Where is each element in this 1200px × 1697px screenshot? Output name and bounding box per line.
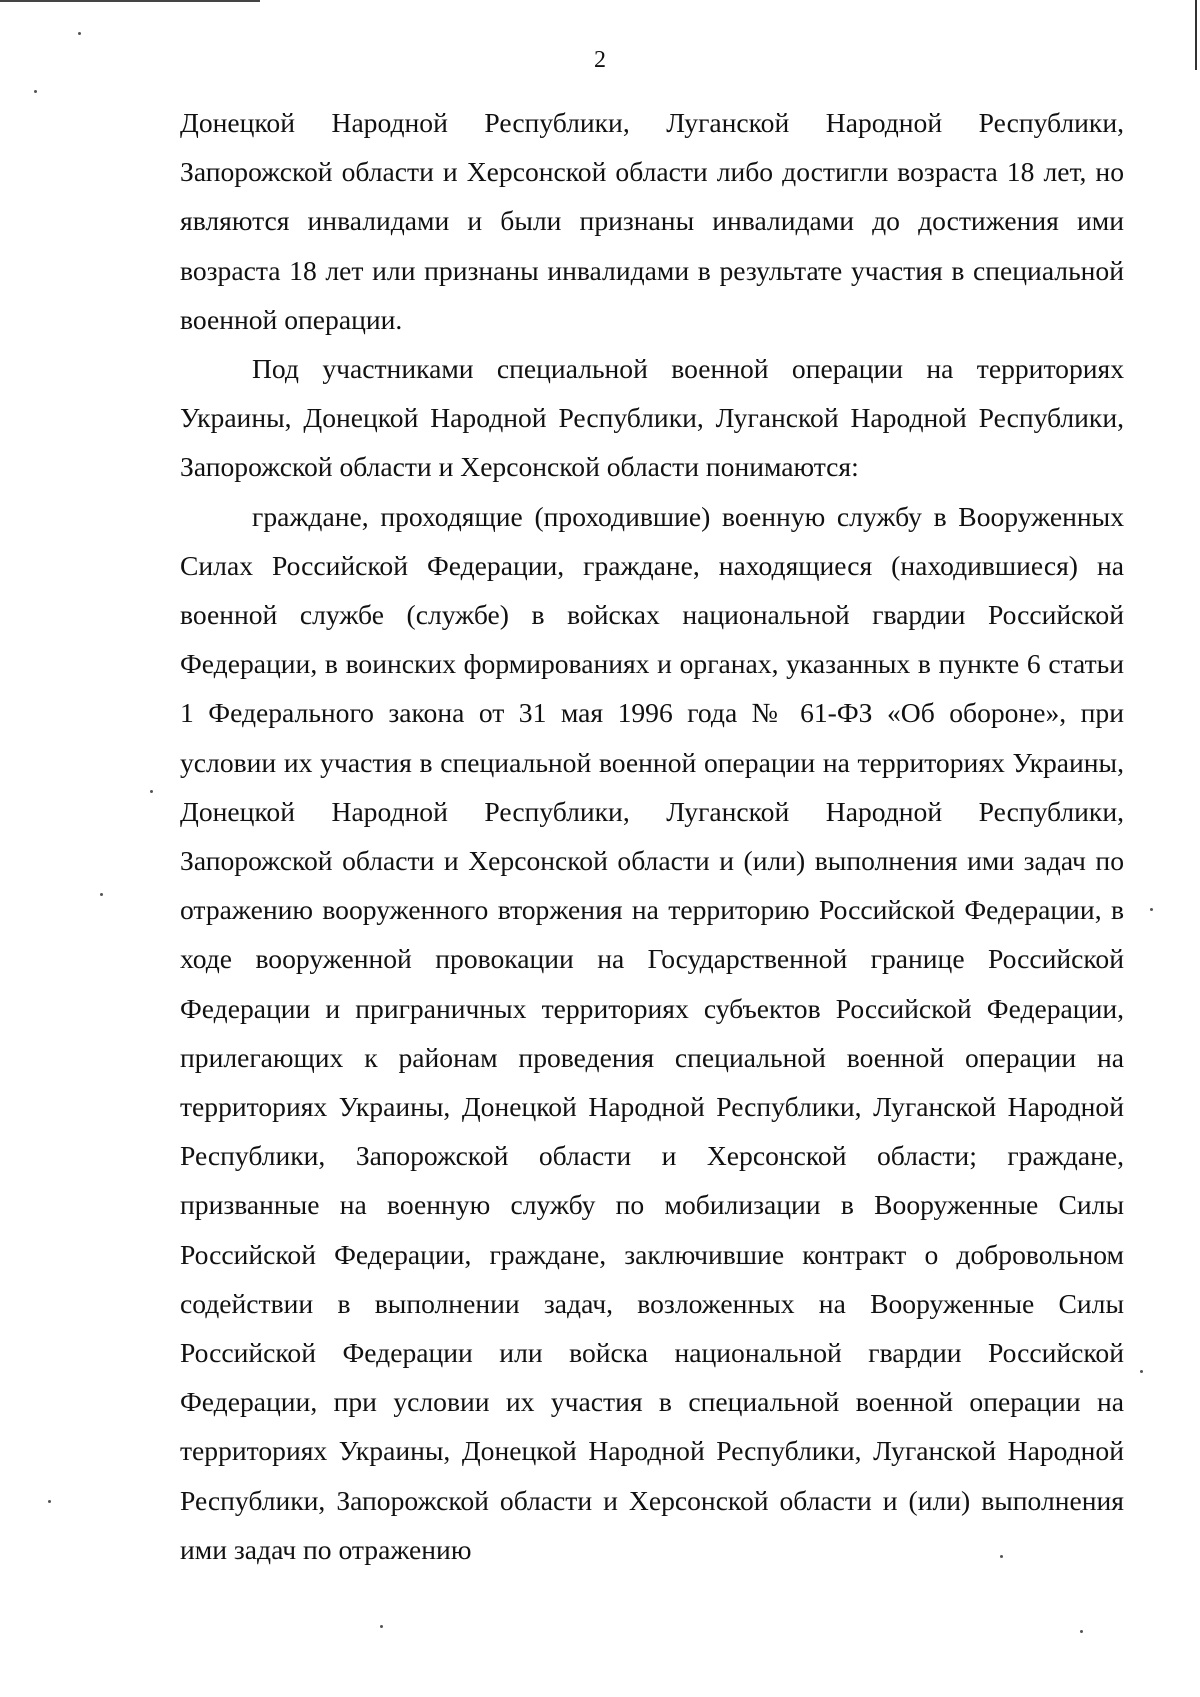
paragraph-definition-intro: Под участниками специальной военной операции на территориях Украины, Донецкой Народной Республики, Луганской Народной Республики, Запорожской области и Херсонской области понимаются: [180,353,1124,483]
scan-speck [100,893,103,896]
scan-speck [34,90,37,93]
paragraph-participants-list: граждане, проходящие (проходившие) военную службу в Вооруженных Силах Российской Федерации, граждане, находящиеся (находившиеся) на военной службе (службе) в войсках национальной гвардии Российской Федерации, в воинских формированиях и органах, указанных в пункте 6 статьи 1 Федерального закона от 31 мая 1996 года № 61-ФЗ «Об обороне», при условии их участия в специальной военной операции на территориях Украины, Донецкой Народной Республики, Луганской Народной Республики, Запорожской области и Херсонской области и (или) выполнения ими задач по отражению вооруженного вторжения на территорию Российской Федерации, в ходе вооруженной провокации на Государственной границе Российской Федерации и приграничных территориях субъектов Российской Федерации, прилегающих к районам проведения специальной военной операции на территориях Украины, Донецкой Народной Республики, Луганской Народной Республики, Запорожской области и Херсонской области; граждане, призванные на военную службу по мобилизации в Вооруженные Силы Российской Федерации, граждане, заключившие контракт о добровольном содействии в выполнении задач, возложенных на Вооруженные Силы Российской Федерации или войска национальной гвардии Российской Федерации, при условии их участия в специальной военной операции на территориях Украины, Донецкой Народной Республики, Луганской Народной Республики, Запорожской области и Херсонской области и (или) выполнения ими задач по отражению [180,500,1124,1565]
page-number: 2 [594,47,606,73]
scan-speck [78,32,81,35]
scan-speck [150,790,153,793]
document-body [180,98,1124,1574]
scan-border-top [0,0,260,2]
scan-speck [1140,1370,1143,1373]
paragraph-continuation: Донецкой Народной Республики, Луганской Народной Республики, Запорожской области и Херсонской области либо достигли возраста 18 лет, но являются инвалидами и были признаны инвалидами до достижения ими возраста 18 лет или признаны инвалидами в результате участия в специальной военной операции. [180,107,1124,335]
scan-speck [380,1625,383,1628]
scan-speck [1000,1555,1003,1558]
scan-speck [1150,908,1153,911]
scan-speck [48,1500,51,1503]
scan-speck [1080,1630,1083,1633]
